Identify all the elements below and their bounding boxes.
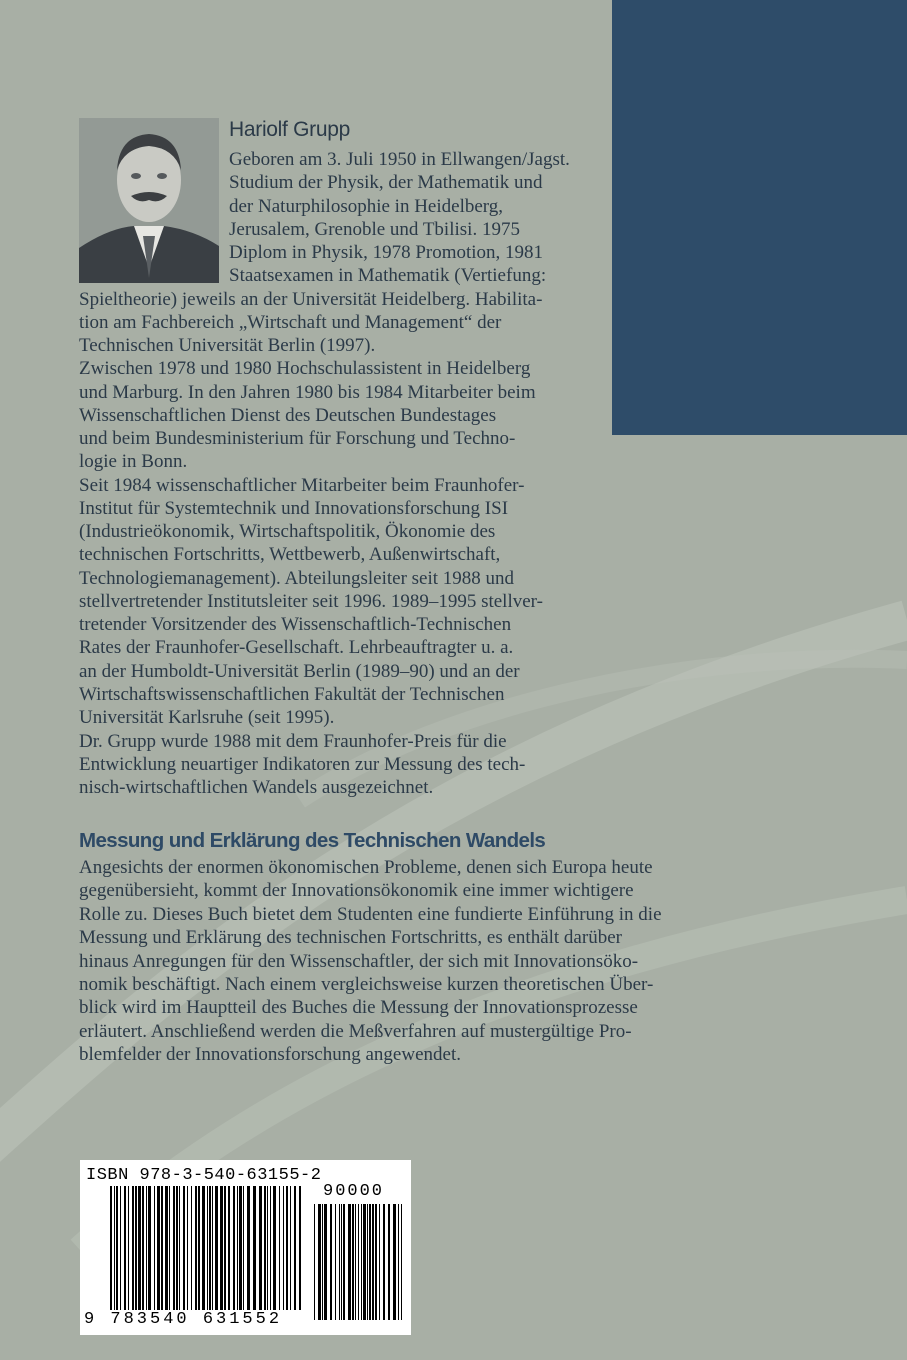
- bio-line: stellvertretender Institutsleiter seit 1996. 1989–1995 stellver-: [79, 590, 543, 612]
- barcode-bar: [264, 1186, 266, 1310]
- author-bio-top: [229, 148, 570, 288]
- bio-line: und Marburg. In den Jahren 1980 bis 1984 Mitarbeiter beim: [79, 381, 536, 403]
- barcode-bar: [154, 1186, 155, 1310]
- book-description: [79, 856, 662, 1067]
- description-line: gegenübersieht, kommt der Innovationsökonomik eine immer wichtigere: [79, 880, 634, 902]
- barcode-bar: [379, 1204, 380, 1320]
- barcode-bar: [120, 1186, 121, 1310]
- book-title: Messung und Erklärung des Technischen Wandels: [79, 829, 546, 852]
- barcode-bar: [142, 1186, 144, 1310]
- author-bio: [79, 288, 543, 800]
- bio-line: der Naturphilosophie in Heidelberg,: [229, 195, 504, 217]
- bio-line: tion am Fachbereich „Wirtschaft und Management“ der: [79, 311, 502, 333]
- barcode-bar: [358, 1204, 359, 1320]
- barcode-bar: [270, 1186, 271, 1310]
- description-line: hinaus Anregungen für den Wissenschaftler, der sich mit Innovationsöko-: [79, 950, 639, 972]
- bio-line: Zwischen 1978 und 1980 Hochschulassistent in Heidelberg: [79, 358, 531, 380]
- barcode-bar: [361, 1204, 362, 1320]
- bio-line: technischen Fortschritts, Wettbewerb, Außenwirtschaft,: [79, 544, 501, 566]
- barcode-bar: [169, 1186, 170, 1310]
- barcode-bar: [135, 1186, 137, 1310]
- isbn-barcode: [80, 1160, 411, 1335]
- barcode-bar: [220, 1186, 223, 1310]
- barcode-bar: [202, 1186, 205, 1310]
- barcode-bar: [273, 1186, 276, 1310]
- description-line: erläutert. Anschließend werden die Meßverfahren auf mustergültige Pro-: [79, 1020, 632, 1042]
- barcode-bar: [247, 1186, 250, 1310]
- bio-line: Entwicklung neuartiger Indikatoren zur Messung des tech-: [79, 753, 526, 775]
- barcode-bar: [283, 1186, 284, 1310]
- barcode-bar: [124, 1186, 126, 1310]
- barcode-bar: [352, 1204, 354, 1320]
- barcode-bar: [165, 1186, 168, 1310]
- description-line: blemfelder der Innovationsforschung angewendet.: [79, 1044, 461, 1066]
- barcode-bar: [198, 1186, 200, 1310]
- barcode-bar: [148, 1186, 151, 1310]
- barcode-bar: [294, 1186, 296, 1310]
- bio-line: Staatsexamen in Mathematik (Vertiefung:: [229, 265, 547, 287]
- bio-line: nisch-wirtschaftlichen Wandels ausgezeichnet.: [79, 777, 434, 799]
- barcode-bar: [398, 1204, 399, 1320]
- barcode-bar: [233, 1186, 235, 1310]
- isbn-label: ISBN 978-3-540-63155-2: [86, 1166, 322, 1185]
- barcode-bar: [132, 1186, 134, 1310]
- barcode-bar: [348, 1204, 351, 1320]
- barcode-bar: [388, 1204, 390, 1320]
- bio-line: und beim Bundesministerium für Forschung und Techno-: [79, 428, 516, 450]
- barcode-bar: [367, 1204, 368, 1320]
- barcode-bar: [253, 1186, 256, 1310]
- description-line: Rolle zu. Dieses Buch bietet dem Studenten eine fundierte Einführung in die: [79, 903, 662, 925]
- barcode-bar: [330, 1204, 332, 1320]
- barcode-bar: [375, 1204, 377, 1320]
- barcode-bar: [116, 1186, 118, 1310]
- bio-line: Spieltheorie) jeweils an der Universität Heidelberg. Habilita-: [79, 288, 543, 310]
- bio-line: Geboren am 3. Juli 1950 in Ellwangen/Jagst.: [229, 149, 570, 170]
- barcode-bar: [314, 1204, 315, 1320]
- barcode-bar: [183, 1186, 185, 1310]
- bio-line: Dr. Grupp wurde 1988 mit dem Fraunhofer-Preis für die: [79, 730, 507, 752]
- barcode-bar: [341, 1204, 342, 1320]
- bio-line: Technischen Universität Berlin (1997).: [79, 335, 376, 357]
- barcode-bar: [363, 1204, 366, 1320]
- barcode-bar: [228, 1186, 230, 1310]
- bio-line: Seit 1984 wissenschaftlicher Mitarbeiter beim Fraunhofer-: [79, 474, 525, 496]
- barcode-bar: [207, 1186, 208, 1310]
- barcode-bar: [279, 1186, 280, 1310]
- bio-line: Studium der Physik, der Mathematik und: [229, 172, 543, 194]
- barcode-bar: [267, 1186, 268, 1310]
- barcode-bar: [212, 1186, 213, 1310]
- barcode-bar: [343, 1204, 345, 1320]
- bio-line: (Industrieökonomik, Wirtschaftspolitik, Ökonomie des: [79, 521, 496, 543]
- barcode-bar: [195, 1186, 197, 1310]
- author-photo: [79, 118, 219, 283]
- barcode-bar: [128, 1186, 129, 1310]
- bio-line: Diplom in Physik, 1978 Promotion, 1981: [229, 242, 544, 264]
- barcode-bar: [355, 1204, 356, 1320]
- barcode-bar: [173, 1186, 175, 1310]
- barcode-bar: [259, 1186, 262, 1310]
- barcode-bar: [290, 1186, 291, 1310]
- barcode-bar: [372, 1204, 374, 1320]
- barcode-bar: [393, 1204, 396, 1320]
- bio-line: Technologiemanagement). Abteilungsleiter seit 1988 und: [79, 567, 515, 589]
- description-line: nomik beschäftigt. Nach einem vergleichsweise kurzen theoretischen Über-: [79, 974, 654, 996]
- barcode-bar: [401, 1204, 402, 1320]
- author-name: Hariolf Grupp: [229, 118, 350, 141]
- bio-line: Universität Karlsruhe (seit 1995).: [79, 707, 335, 729]
- barcode-bar: [224, 1186, 226, 1310]
- barcode-bar: [191, 1186, 192, 1310]
- barcode-bar: [239, 1186, 242, 1310]
- price-code: 90000: [323, 1182, 385, 1201]
- bio-line: logie in Bonn.: [79, 451, 188, 473]
- barcode-bar: [286, 1186, 288, 1310]
- bio-line: Institut für Systemtechnik und Innovationsforschung ISI: [79, 497, 509, 519]
- barcode-bar: [383, 1204, 385, 1320]
- bio-line: Wirtschaftswissenschaftlichen Fakultät der Technischen: [79, 684, 505, 706]
- barcode-bar: [114, 1186, 115, 1310]
- barcode-bar: [215, 1186, 218, 1310]
- barcode-bar: [369, 1204, 371, 1320]
- barcode-bar: [335, 1204, 336, 1320]
- barcode-bar: [179, 1186, 180, 1310]
- barcode-bar: [187, 1186, 188, 1310]
- barcode-bar: [146, 1186, 147, 1310]
- barcode-bar: [324, 1204, 327, 1320]
- bio-line: Rates der Fraunhofer-Gesellschaft. Lehrbeauftragter u. a.: [79, 637, 514, 659]
- barcode-bar: [299, 1186, 301, 1310]
- barcode-bar: [110, 1186, 112, 1310]
- description-line: Messung und Erklärung des technischen Fortschritts, es enthält darüber: [79, 927, 622, 949]
- description-line: Angesichts der enormen ökonomischen Probleme, denen sich Europa heute: [79, 857, 653, 878]
- barcode-bar: [209, 1186, 211, 1310]
- bio-line: Jerusalem, Grenoble und Tbilisi. 1975: [229, 218, 520, 240]
- ean-digits: 9 783540 631552: [84, 1310, 283, 1329]
- description-line: blick wird im Hauptteil des Buches die Messung der Innovationsprozesse: [79, 997, 638, 1019]
- barcode-bar: [339, 1204, 340, 1320]
- barcode-bar: [322, 1204, 323, 1320]
- barcode-bar: [138, 1186, 141, 1310]
- barcode-bar: [157, 1186, 160, 1310]
- bio-line: tretender Vorsitzender des Wissenschaftlich-Technischen: [79, 614, 512, 636]
- accent-color-block: [612, 0, 907, 435]
- barcode-bar: [176, 1186, 178, 1310]
- bio-line: Wissenschaftlichen Dienst des Deutschen Bundestages: [79, 404, 497, 426]
- barcode-bar: [161, 1186, 163, 1310]
- barcode-bar: [243, 1186, 244, 1310]
- barcode-bar: [318, 1204, 321, 1320]
- bio-line: an der Humboldt-Universität Berlin (1989–90) und an der: [79, 660, 520, 682]
- barcode-bar: [237, 1186, 238, 1310]
